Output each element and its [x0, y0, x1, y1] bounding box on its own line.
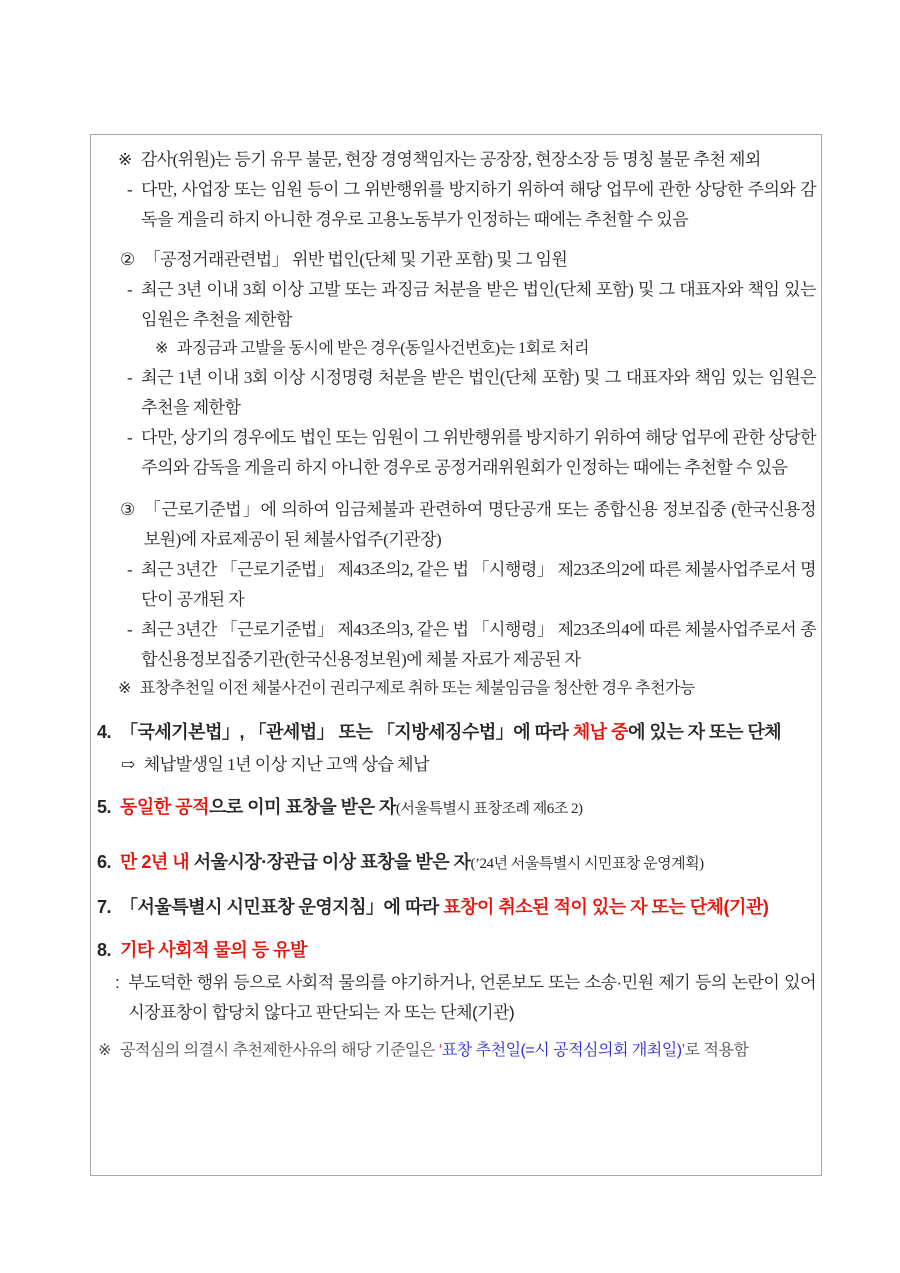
item-5-same-merit [97, 792, 816, 825]
dash-marker: - [127, 180, 133, 199]
item-7-revoked-award [97, 892, 816, 923]
item-8-highlight-red: 기타 사회적 물의 등 유발 [120, 940, 307, 960]
footnote-text-pre: 공적심의 의결시 추천제한사유의 해당 기준일은 [119, 1042, 439, 1059]
section-3-dash-1-text: 최근 3년간 「근로기준법」 제43조의2, 같은 법 「시행령」 제23조의2에 따른 체불사업주로서 명단이 공개된 자 [141, 560, 816, 609]
item-8-colon-text: 부도덕한 행위 등으로 사회적 물의를 야기하거나, 언론보도 또는 소송·민원 제기 등의 논란이 있어 시장표창이 합당치 않다고 판단되는 자 또는 단체(기관) [128, 973, 816, 1022]
section-2-dash-1 [127, 275, 816, 335]
colon-marker: : [115, 973, 120, 992]
item-5-number: 5. [97, 797, 112, 817]
dash-marker: - [127, 368, 133, 387]
section-2-dash-2 [127, 363, 816, 423]
item-8-social-controversy [97, 935, 816, 966]
section-2-dash-1-text: 최근 3년 이내 3회 이상 고발 또는 과징금 처분을 받은 법인(단체 포함) 및 그 대표자와 책임 있는 임원은 추천을 제한함 [141, 280, 816, 329]
item-6-text-post: 서울시장·장관급 이상 표창을 받은 자 [193, 852, 471, 872]
item-7-text-pre: 「서울특별시 시민표창 운영지침」에 따라 [120, 897, 444, 917]
footnote-quote-open: ‘ [438, 1042, 442, 1059]
dash-marker: - [127, 280, 133, 299]
section-2-header [120, 245, 816, 275]
item-8-colon-detail [115, 968, 816, 1028]
content-box [90, 134, 822, 1176]
item-8-number: 8. [97, 940, 112, 960]
item-4-text-post: 에 있는 자 또는 단체 [628, 722, 782, 742]
circled-3-marker: ③ [120, 500, 135, 519]
dash-marker: - [127, 428, 133, 447]
reference-mark-icon: ※ [155, 340, 168, 357]
reference-mark-icon: ※ [118, 150, 132, 169]
section-2-note [155, 335, 816, 363]
item-5-law-reference: (서울특별시 표창조례 제6조 2) [395, 801, 583, 817]
section-3-note-text: 표창추천일 이전 체불사건이 권리구제로 취하 또는 체불임금을 청산한 경우 추천가능 [139, 680, 695, 697]
footnote-criteria-date [98, 1036, 816, 1066]
reference-mark-icon: ※ [118, 680, 131, 697]
item-4-number: 4. [97, 722, 112, 742]
section-2-dash-3 [127, 423, 816, 483]
item-6-number: 6. [97, 852, 112, 872]
section-3-dash-2 [127, 615, 816, 675]
dash-marker: - [127, 560, 133, 579]
item-4-text-pre: 「국세기본법」, 「관세법」 또는 「지방세징수법」에 따라 [120, 722, 573, 742]
section-3-dash-2-text: 최근 3년간 「근로기준법」 제43조의3, 같은 법 「시행령」 제23조의4에 따른 체불사업주로서 종합신용정보집중기관(한국신용정보원)에 체불 자료가 제공된 자 [141, 620, 816, 669]
note-audit-exception-text: 다만, 사업장 또는 임원 등이 그 위반행위를 방지하기 위하여 해당 업무에 관한 상당한 주의와 감독을 게을리 하지 아니한 경우로 고용노동부가 인정하는 때에는 추천할 수 있음 [141, 180, 816, 229]
item-4-arrow-detail [121, 750, 816, 780]
section-2-note-text: 과징금과 고발을 동시에 받은 경우(동일사건번호)는 1회로 처리 [176, 340, 589, 357]
item-6-plan-reference: (’24년 서울특별시 시민표창 운영계획) [470, 856, 704, 872]
item-7-highlight-red: 표창이 취소된 적이 있는 자 또는 단체(기관) [443, 897, 769, 917]
footnote-text-post: 로 적용함 [684, 1042, 749, 1059]
circled-2-marker: ② [120, 250, 135, 269]
footnote-highlight-blue: 표창 추천일(=시 공적심의회 개최일) [441, 1042, 682, 1059]
note-audit-exclusion-text: 감사(위원)는 등기 유무 불문, 현장 경영책임자는 공장장, 현장소장 등 명칭 불문 추천 제외 [140, 150, 761, 169]
section-3-dash-1 [127, 555, 816, 615]
note-audit-exception [127, 175, 816, 235]
item-4-highlight-red: 체납 중 [572, 722, 629, 742]
item-6-within-2-years [97, 847, 816, 880]
section-2-dash-3-text: 다만, 상기의 경우에도 법인 또는 임원이 그 위반행위를 방지하기 위하여 해당 업무에 관한 상당한 주의와 감독을 게을리 하지 아니한 경우로 공정거래위원회가 인정하는 때에는 추천할 수 있음 [141, 428, 816, 477]
item-5-text-post: 으로 이미 표창을 받은 자 [208, 797, 396, 817]
note-audit-exclusion [118, 145, 816, 175]
section-3-title: 「근로기준법」에 의하여 임금체불과 관련하여 명단공개 또는 종합신용 정보집중 (한국신용정보원)에 자료제공이 된 체불사업주(기관장) [143, 500, 816, 549]
right-arrow-icon: ⇨ [121, 755, 135, 774]
section-3-header [120, 495, 816, 555]
item-4-arrow-text: 체납발생일 1년 이상 지난 고액 상습 체납 [143, 755, 430, 774]
item-7-number: 7. [97, 897, 112, 917]
dash-marker: - [127, 620, 133, 639]
item-4-tax-arrears [97, 717, 816, 748]
section-2-dash-2-text: 최근 1년 이내 3회 이상 시정명령 처분을 받은 법인(단체 포함) 및 그 대표자와 책임 있는 임원은 추천을 제한함 [141, 368, 816, 417]
item-5-highlight-red: 동일한 공적 [120, 797, 209, 817]
footnote-quote-close: ’ [681, 1042, 685, 1059]
reference-mark-icon: ※ [98, 1042, 111, 1059]
item-6-highlight-red: 만 2년 내 [120, 852, 194, 872]
section-2-title: 「공정거래관련법」 위반 법인(단체 및 기관 포함) 및 그 임원 [143, 250, 568, 269]
section-3-note [118, 675, 816, 703]
